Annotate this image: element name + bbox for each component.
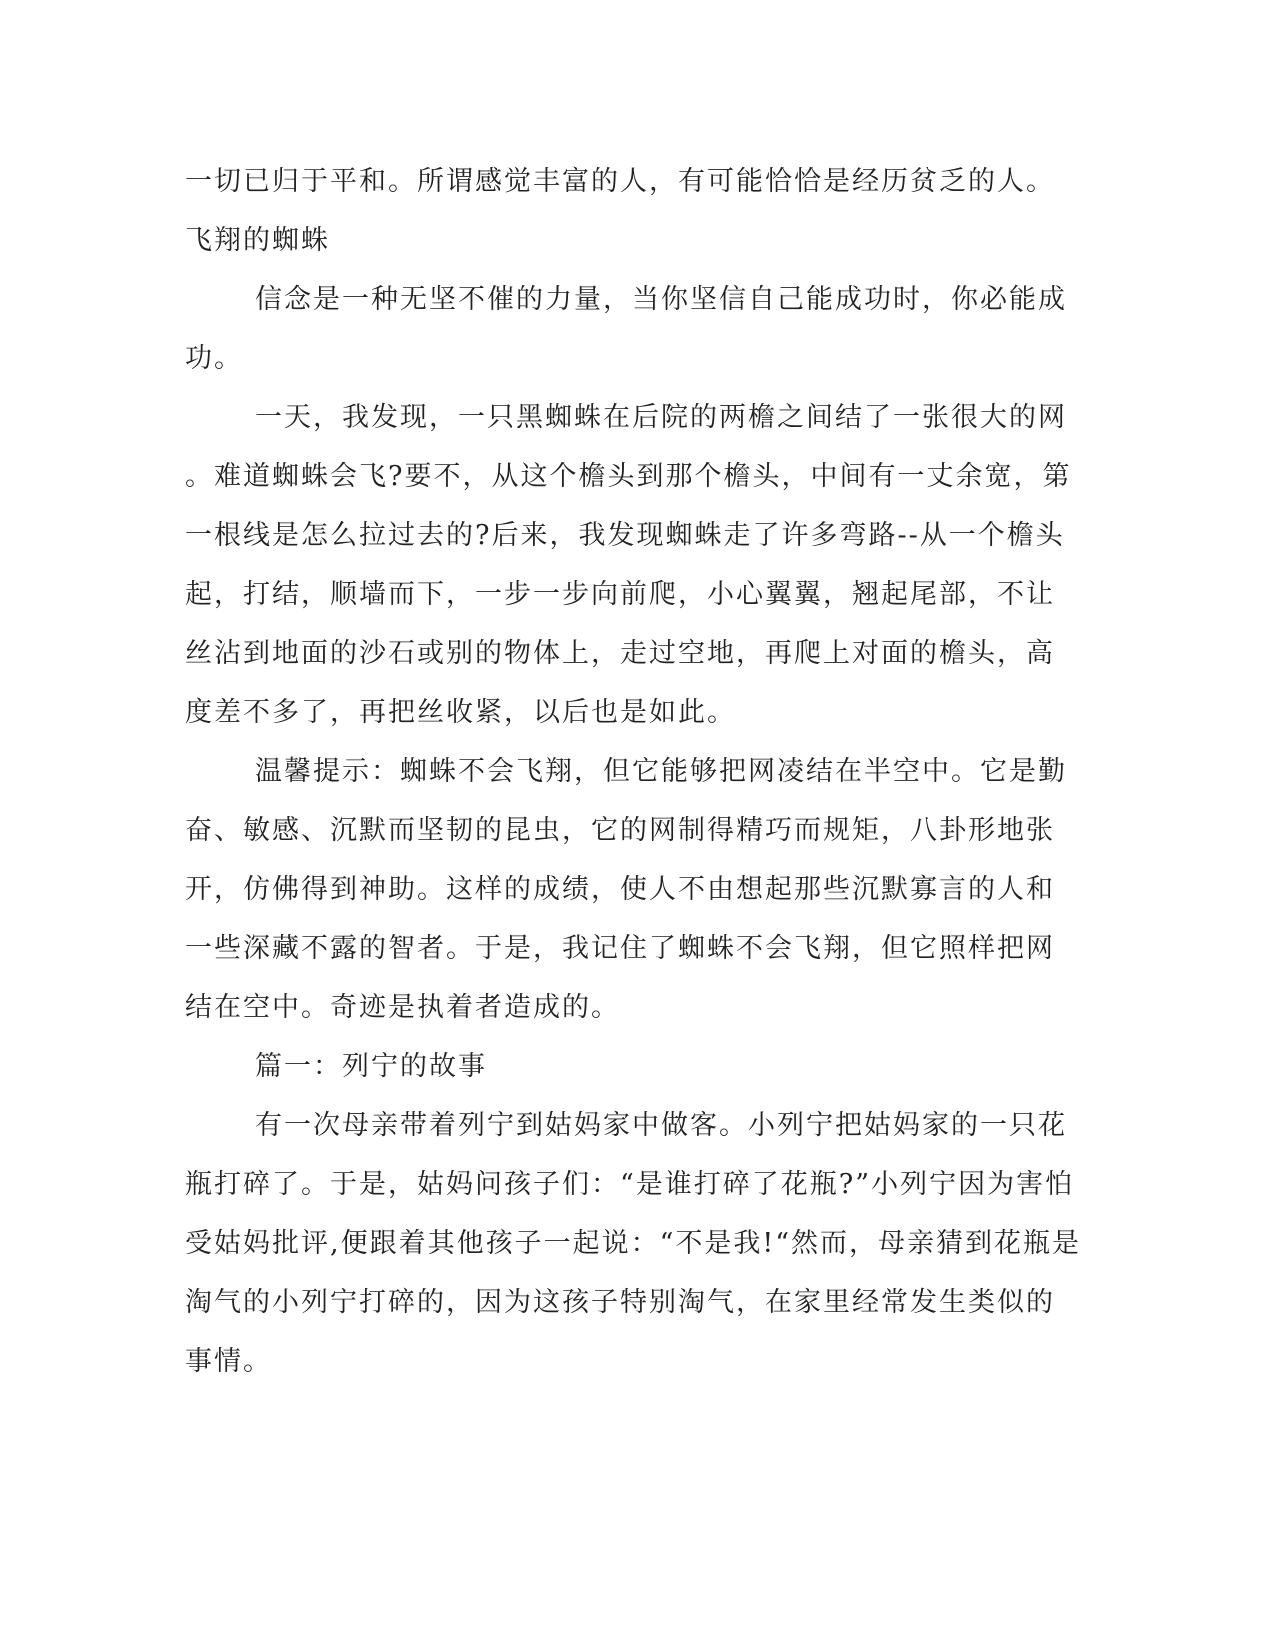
document-body xyxy=(185,152,1082,1391)
text-line: 度差不多了，再把丝收紧，以后也是如此。 xyxy=(185,697,736,728)
text-line: 事情。 xyxy=(185,1346,272,1377)
section-title: 篇一：列宁的故事 xyxy=(255,1051,487,1082)
section-title: 飞翔的蜘蛛 xyxy=(185,225,330,256)
text-line: 奋、敏感、沉默而坚韧的昆虫，它的网制得精巧而规矩，八卦形地张 xyxy=(185,815,1055,846)
text-line: 结在空中。奇迹是执着者造成的。 xyxy=(185,992,620,1023)
text-line: 淘气的小列宁打碎的，因为这孩子特别淘气，在家里经常发生类似的 xyxy=(185,1287,1055,1318)
text-line: 功。 xyxy=(185,343,243,374)
text-line: 一天，我发现，一只黑蜘蛛在后院的两檐之间结了一张很大的网 xyxy=(255,402,1067,433)
text-line: 信念是一种无坚不催的力量，当你坚信自己能成功时，你必能成 xyxy=(255,284,1067,315)
text-line: 一根线是怎么拉过去的?后来，我发现蜘蛛走了许多弯路--从一个檐头 xyxy=(185,520,1065,551)
text-line: 一切已归于平和。所谓感觉丰富的人，有可能恰恰是经历贫乏的人。 xyxy=(185,166,1055,197)
text-line: 受姑妈批评,便跟着其他孩子一起说：“不是我!“然而，母亲猜到花瓶是 xyxy=(185,1228,1082,1259)
text-line: 开，仿佛得到神助。这样的成绩，使人不由想起那些沉默寡言的人和 xyxy=(185,874,1055,905)
text-line: 有一次母亲带着列宁到姑妈家中做客。小列宁把姑妈家的一只花 xyxy=(255,1110,1067,1141)
text-line: 一些深藏不露的智者。于是，我记住了蜘蛛不会飞翔，但它照样把网 xyxy=(185,933,1055,964)
text-line: 起，打结，顺墙而下，一步一步向前爬，小心翼翼，翘起尾部，不让 xyxy=(185,579,1055,610)
text-line: 丝沾到地面的沙石或别的物体上，走过空地，再爬上对面的檐头，高 xyxy=(185,638,1055,669)
text-line: 。难道蜘蛛会飞?要不，从这个檐头到那个檐头，中间有一丈余宽，第 xyxy=(185,461,1072,492)
text-line: 温馨提示：蜘蛛不会飞翔，但它能够把网凌结在半空中。它是勤 xyxy=(255,756,1067,787)
text-line: 瓶打碎了。于是，姑妈问孩子们：“是谁打碎了花瓶?”小列宁因为害怕 xyxy=(185,1169,1075,1200)
